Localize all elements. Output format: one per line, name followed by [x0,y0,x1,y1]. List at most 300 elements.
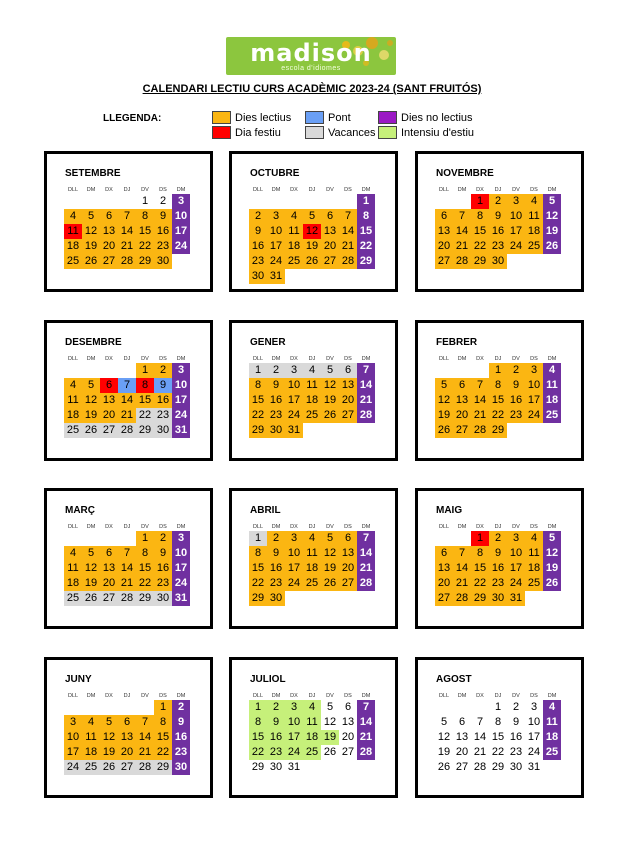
day-cell: 18 [64,408,82,423]
day-grid [435,194,561,269]
weekday-name: DJ [123,187,131,193]
legend-item-dia-festiu [212,126,281,139]
day-cell: 18 [525,224,543,239]
day-cell: 21 [357,561,375,576]
day-cell: 24 [267,254,285,269]
empty-cell [435,194,453,209]
logo-subtitle: escola d'idiomes [281,65,341,72]
day-cell: 21 [471,408,489,423]
day-cell: 8 [249,546,267,561]
day-cell: 12 [321,378,339,393]
day-cell: 28 [136,760,154,775]
day-cell: 31 [507,591,525,606]
day-cell: 28 [118,254,136,269]
weekday-name: DV [326,693,334,699]
weekday-name: DM [271,524,281,530]
day-cell: 11 [543,378,561,393]
day-cell: 28 [339,254,357,269]
day-cell: 25 [303,576,321,591]
day-cell: 24 [172,239,190,254]
day-cell: 23 [154,576,172,591]
empty-cell [64,531,82,546]
day-cell: 31 [172,591,190,606]
day-cell: 30 [154,591,172,606]
day-cell: 7 [357,363,375,378]
empty-cell [118,531,136,546]
weekday-name: DX [105,356,113,362]
day-cell: 29 [251,761,265,773]
day-cell: 21 [136,745,154,760]
weekday-name: DV [141,187,149,193]
weekday-name: DM [361,356,371,362]
day-cell: 16 [154,561,172,576]
day-cell: 15 [357,224,375,239]
day-cell: 28 [118,591,136,606]
day-cell: 10 [172,546,190,561]
day-cell: 13 [455,731,469,743]
weekday-name: DM [547,356,557,362]
day-cell: 27 [339,408,357,423]
day-cell: 20 [455,746,469,758]
empty-cell [453,700,471,715]
day-cell: 22 [489,408,507,423]
weekday-name: DLL [252,356,264,362]
empty-cell [100,531,118,546]
weekday-name: DM [547,187,557,193]
weekday-name: DLL [67,187,79,193]
day-cell: 21 [339,239,357,254]
day-cell: 9 [507,378,525,393]
day-grid [249,700,375,775]
empty-cell [303,194,321,209]
day-cell: 1 [471,194,489,209]
weekday-name: DM [457,356,467,362]
day-cell: 3 [525,363,543,378]
day-cell: 24 [172,408,190,423]
weekday-name: DV [326,187,334,193]
day-cell: 28 [453,591,471,606]
day-cell: 25 [64,254,82,269]
weekday-name: DV [326,524,334,530]
day-cell: 20 [118,745,136,760]
day-cell: 16 [249,239,267,254]
day-cell: 10 [507,546,525,561]
day-cell: 8 [249,715,267,730]
day-cell: 1 [494,701,502,713]
day-cell: 21 [357,730,375,745]
weekday-name: DM [271,187,281,193]
day-cell: 7 [453,209,471,224]
day-cell: 17 [285,561,303,576]
weekday-name: DS [530,524,538,530]
empty-cell [321,194,339,209]
day-cell: 12 [543,209,561,224]
day-cell: 15 [249,393,267,408]
legend-label: Dia festiu [235,126,281,139]
month-name: MARÇ [65,505,95,516]
weekday-name: DM [176,356,186,362]
day-cell: 1 [489,363,507,378]
day-cell: 18 [303,561,321,576]
day-cell: 5 [82,546,100,561]
day-cell: 14 [471,393,489,408]
day-cell: 7 [471,378,489,393]
day-cell: 26 [437,761,451,773]
day-cell: 9 [267,715,285,730]
day-cell: 7 [453,546,471,561]
weekday-name: DM [86,356,96,362]
legend-label: Dies no lectius [401,111,473,124]
day-cell: 25 [64,591,82,606]
weekday-name: DS [530,356,538,362]
month-name: FEBRER [436,337,478,348]
weekday-name: DS [159,693,167,699]
empty-cell [64,700,82,715]
day-cell: 19 [82,576,100,591]
day-cell: 7 [136,715,154,730]
empty-cell [471,363,489,378]
day-cell: 10 [285,378,303,393]
weekday-header [64,693,190,699]
day-cell: 3 [267,209,285,224]
empty-cell [285,194,303,209]
day-cell: 13 [435,561,453,576]
day-cell: 21 [118,408,136,423]
day-cell: 2 [489,194,507,209]
day-cell: 31 [527,761,541,773]
legend-item-pont [305,111,351,124]
day-cell: 8 [154,715,172,730]
day-cell: 14 [453,224,471,239]
day-cell: 19 [321,561,339,576]
day-cell: 20 [100,576,118,591]
day-cell: 16 [489,224,507,239]
day-cell: 6 [435,546,453,561]
day-cell: 21 [453,576,471,591]
day-cell: 9 [154,546,172,561]
day-cell: 30 [509,761,523,773]
day-cell: 7 [339,209,357,224]
weekday-name: DS [159,524,167,530]
day-cell: 1 [136,363,154,378]
day-grid [64,363,190,438]
day-cell: 5 [82,378,100,393]
day-cell: 23 [267,576,285,591]
day-cell: 19 [321,393,339,408]
day-cell: 7 [118,209,136,224]
day-cell: 14 [357,715,375,730]
day-grid [249,531,375,606]
day-cell: 14 [473,731,487,743]
empty-cell [118,363,136,378]
day-cell: 8 [357,209,375,224]
day-cell: 17 [525,393,543,408]
day-grid [435,700,561,775]
day-cell: 12 [323,716,337,728]
day-cell: 30 [267,591,285,606]
day-cell: 15 [249,561,267,576]
weekday-name: DLL [438,693,450,699]
day-cell: 5 [543,531,561,546]
day-cell: 26 [303,254,321,269]
weekday-name: DM [271,356,281,362]
day-cell: 9 [267,378,285,393]
day-cell: 30 [269,761,283,773]
day-cell: 11 [543,715,561,730]
day-cell: 20 [339,393,357,408]
weekday-name: DX [290,524,298,530]
weekday-name: DM [361,693,371,699]
day-cell: 23 [154,408,172,423]
day-cell: 5 [326,701,334,713]
day-cell: 19 [82,239,100,254]
weekday-name: DLL [67,524,79,530]
day-cell: 7 [118,378,136,393]
empty-cell [435,700,453,715]
day-cell: 31 [267,269,285,284]
day-cell: 25 [543,745,561,760]
day-cell: 2 [154,363,172,378]
day-cell: 24 [525,408,543,423]
weekday-name: DM [361,187,371,193]
day-grid [64,700,190,775]
weekday-name: DLL [67,693,79,699]
day-cell: 23 [507,408,525,423]
day-cell: 1 [141,195,149,207]
day-cell: 11 [64,224,82,239]
day-cell: 30 [154,254,172,269]
day-cell: 22 [136,576,154,591]
day-cell: 6 [321,209,339,224]
month-name: ABRIL [250,505,281,516]
day-cell: 18 [64,576,82,591]
day-cell: 5 [440,716,448,728]
day-cell: 18 [285,239,303,254]
weekday-name: DLL [438,356,450,362]
empty-cell [136,700,154,715]
day-cell: 14 [453,561,471,576]
day-cell: 17 [285,730,303,745]
day-cell: 12 [82,561,100,576]
day-cell: 28 [471,423,489,438]
empty-cell [471,700,489,715]
day-cell: 29 [249,423,267,438]
day-cell: 15 [154,730,172,745]
day-cell: 15 [249,730,267,745]
weekday-name: DM [86,524,96,530]
day-cell: 1 [154,700,172,715]
weekday-name: DJ [308,187,316,193]
day-cell: 9 [267,546,285,561]
day-cell: 7 [476,716,484,728]
month-name: JUNY [65,674,92,685]
weekday-name: DS [344,187,352,193]
day-cell: 12 [437,731,451,743]
day-cell: 8 [489,378,507,393]
day-cell: 13 [100,393,118,408]
day-cell: 3 [172,194,190,209]
weekday-name: DM [457,187,467,193]
day-cell: 27 [100,423,118,438]
day-cell: 3 [530,701,538,713]
day-cell: 4 [303,700,321,715]
day-cell: 11 [64,561,82,576]
day-cell: 8 [136,209,154,224]
empty-cell [82,363,100,378]
day-cell: 17 [285,393,303,408]
day-cell: 16 [267,561,285,576]
logo-wordmark: madison [250,39,372,67]
weekday-name: DLL [252,187,264,193]
day-cell: 20 [100,408,118,423]
legend-item-intensiu-estiu [378,126,474,139]
day-cell: 15 [136,224,154,239]
month-abril [229,488,398,629]
day-cell: 29 [136,254,154,269]
day-cell: 17 [507,561,525,576]
madison-logo [226,37,396,75]
day-cell: 1 [249,363,267,378]
day-cell: 6 [100,209,118,224]
empty-cell [82,194,100,209]
empty-cell [64,194,82,209]
weekday-name: DM [176,187,186,193]
day-cell: 19 [435,408,453,423]
day-cell: 11 [525,546,543,561]
day-grid [64,194,190,269]
weekday-name: DJ [308,524,316,530]
day-cell: 20 [453,408,471,423]
legend-item-dies-lectius [212,111,291,124]
weekday-name: DS [530,693,538,699]
day-cell: 10 [172,209,190,224]
day-cell: 6 [458,716,466,728]
day-cell: 29 [491,761,505,773]
weekday-name: DX [290,356,298,362]
day-cell: 28 [357,745,375,760]
weekday-name: DM [547,524,557,530]
day-cell: 2 [512,701,520,713]
weekday-name: DS [344,356,352,362]
day-cell: 9 [249,224,267,239]
legend-item-vacances [305,126,376,139]
day-cell: 23 [509,746,523,758]
empty-cell [267,194,285,209]
month-name: NOVEMBRE [436,168,494,179]
day-cell: 3 [507,531,525,546]
day-cell: 4 [303,531,321,546]
day-cell: 2 [507,363,525,378]
day-cell: 29 [136,423,154,438]
day-grid [249,363,375,438]
day-cell: 14 [118,224,136,239]
weekday-name: DX [476,187,484,193]
weekday-name: DJ [308,693,316,699]
empty-cell [453,363,471,378]
day-cell: 18 [543,730,561,745]
day-cell: 3 [285,363,303,378]
day-cell: 17 [172,224,190,239]
empty-cell [453,194,471,209]
day-cell: 20 [321,239,339,254]
day-cell: 19 [437,746,451,758]
weekday-name: DM [176,693,186,699]
day-cell: 16 [267,730,285,745]
day-cell: 18 [525,561,543,576]
day-cell: 10 [267,224,285,239]
legend-item-dies-no-lectius [378,111,473,124]
weekday-name: DX [105,524,113,530]
weekday-name: DM [86,693,96,699]
day-cell: 9 [172,715,190,730]
day-cell: 22 [136,239,154,254]
day-cell: 13 [321,224,339,239]
day-cell: 6 [339,531,357,546]
day-cell: 20 [341,731,355,743]
legend-title: LLEGENDA: [103,113,162,124]
day-cell: 17 [527,731,541,743]
day-cell: 2 [249,209,267,224]
day-cell: 4 [543,700,561,715]
weekday-name: DM [547,693,557,699]
day-cell: 12 [82,393,100,408]
day-cell: 5 [321,531,339,546]
day-cell: 17 [64,745,82,760]
day-cell: 8 [136,546,154,561]
day-cell: 5 [543,194,561,209]
weekday-name: DM [176,524,186,530]
weekday-name: DV [512,524,520,530]
day-cell: 26 [321,408,339,423]
legend-label: Intensiu d'estiu [401,126,475,139]
day-cell: 18 [303,730,321,745]
weekday-header [435,187,561,193]
day-cell: 21 [118,239,136,254]
weekday-name: DV [326,356,334,362]
weekday-name: DM [271,693,281,699]
day-cell: 10 [507,209,525,224]
day-cell: 25 [543,408,561,423]
month-name: AGOST [436,674,472,685]
day-cell: 20 [435,239,453,254]
day-cell: 14 [357,546,375,561]
day-cell: 19 [303,239,321,254]
legend-swatch [305,126,324,139]
day-cell: 4 [525,194,543,209]
weekday-name: DJ [123,524,131,530]
day-cell: 3 [507,194,525,209]
day-cell: 8 [471,546,489,561]
empty-cell [435,531,453,546]
day-cell: 29 [136,591,154,606]
weekday-name: DJ [494,187,502,193]
day-cell: 19 [82,408,100,423]
day-cell: 6 [100,546,118,561]
weekday-name: DJ [308,356,316,362]
legend-swatch [305,111,324,124]
day-cell: 7 [118,546,136,561]
day-cell: 15 [491,731,505,743]
day-cell: 26 [543,239,561,254]
day-cell: 17 [507,224,525,239]
empty-cell [82,531,100,546]
day-cell: 4 [82,715,100,730]
day-cell: 16 [509,731,523,743]
day-cell: 24 [507,239,525,254]
weekday-name: DM [86,187,96,193]
month-name: JULIOL [250,674,286,685]
weekday-header [249,187,375,193]
